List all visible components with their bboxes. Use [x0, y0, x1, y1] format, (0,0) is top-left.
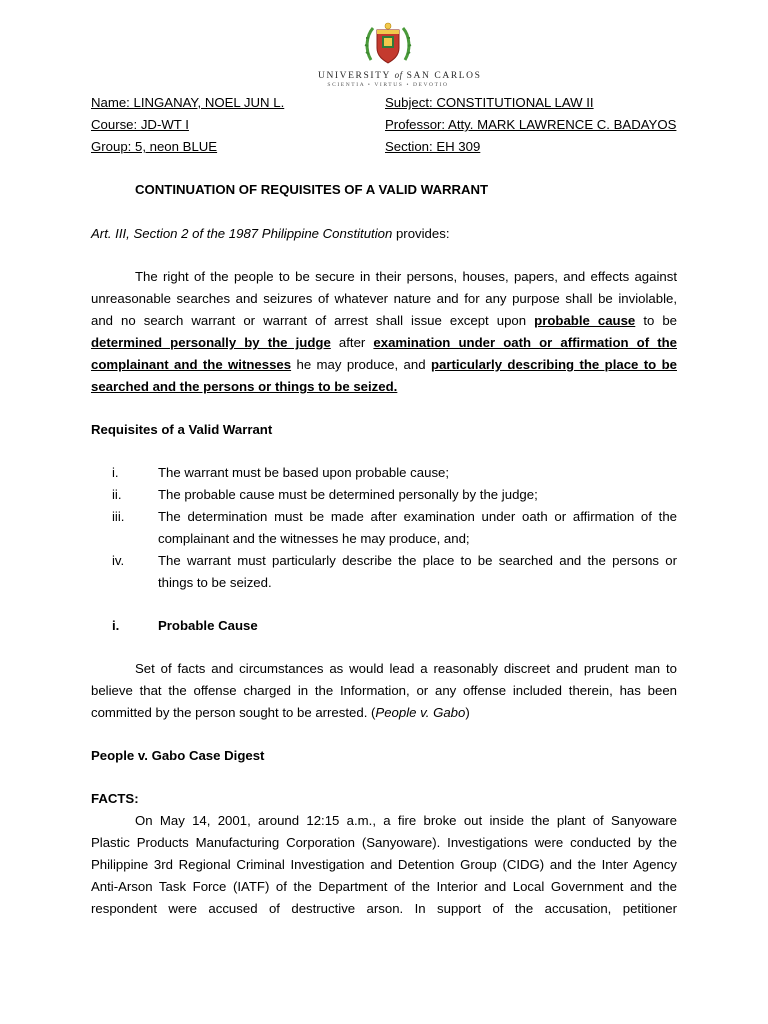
section-number: i. — [112, 618, 120, 633]
university-name: UNIVERSITY of SAN CARLOS — [318, 70, 482, 81]
facts-line: respondent were accused of destructive arson. In support of the accusation, petitioner — [91, 901, 677, 916]
requisites-heading: Requisites of a Valid Warrant — [91, 422, 273, 437]
intro-line: Art. III, Section 2 of the 1987 Philippine Constitution provides: — [91, 226, 450, 241]
section-title: Probable Cause — [158, 618, 258, 633]
definition-line-1: Set of facts and circumstances as would lead a reasonably discreet and prudent man to — [135, 661, 677, 676]
definition-line-2: believe that the offense charged in the Information, or any offense included therein, has been — [91, 683, 677, 698]
provision-line-4: determined personally by the judge after examination under oath or affirmation of the — [91, 335, 677, 350]
constitution-citation: Art. III, Section 2 of the 1987 Philippine Constitution — [91, 226, 393, 241]
provision-line-3: and no search warrant or warrant of arrest shall issue except upon probable cause to be — [91, 313, 678, 328]
facts-line: On May 14, 2001, around 12:15 a.m., a fire broke out inside the plant of Sanyoware — [135, 813, 677, 828]
list-item-continuation: things to be seized. — [158, 575, 272, 590]
definition-line-3: committed by the person sought to be arrested. (People v. Gabo) — [91, 705, 470, 720]
facts-line: Plastic Products Manufacturing Corporation (Sanyoware). Investigations were conducted by the — [91, 835, 677, 850]
group: Group: 5, neon BLUE — [91, 139, 218, 154]
facts-line: Anti-Arson Task Force (IATF) of the Department of the Interior and Local Government and the — [91, 879, 677, 894]
university-logo — [318, 20, 482, 88]
university-seal-icon — [363, 20, 413, 68]
digest-heading: People v. Gabo Case Digest — [91, 748, 265, 763]
list-number: ii. — [112, 487, 122, 502]
facts-line: Philippine 3rd Regional Criminal Investigation and Detention Group (CIDG) and the Inter Agency — [91, 857, 677, 872]
case-citation: People v. Gabo — [375, 705, 466, 720]
course: Course: JD-WT I — [91, 117, 189, 132]
list-item: The warrant must particularly describe the place to be searched and the persons or — [158, 553, 677, 568]
list-number: i. — [112, 465, 119, 480]
university-motto: SCIENTIA • VIRTUS • DEVOTIO — [327, 82, 449, 88]
subject: Subject: CONSTITUTIONAL LAW II — [385, 95, 594, 110]
facts-label: FACTS: — [91, 791, 139, 806]
list-item-continuation: complainant and the witnesses he may produce, and; — [158, 531, 470, 546]
probable-cause-emphasis: probable cause — [534, 313, 636, 328]
provision-line-5: complainant and the witnesses he may produce, and particularly describing the place to be — [91, 357, 677, 372]
provision-line-6: searched and the persons or things to be seized. — [91, 379, 398, 394]
professor: Professor: Atty. MARK LAWRENCE C. BADAYOS — [385, 117, 677, 132]
list-number: iii. — [112, 509, 125, 524]
provision-line-1: The right of the people to be secure in their persons, houses, papers, and effects against — [135, 269, 677, 284]
list-item: The warrant must be based upon probable cause; — [158, 465, 450, 480]
list-number: iv. — [112, 553, 125, 568]
student-name: Name: LINGANAY, NOEL JUN L. — [91, 95, 285, 110]
list-item: The probable cause must be determined personally by the judge; — [158, 487, 538, 502]
list-item: The determination must be made after examination under oath or affirmation of the — [158, 509, 677, 524]
document-title: CONTINUATION OF REQUISITES OF A VALID WARRANT — [135, 182, 489, 197]
section: Section: EH 309 — [385, 139, 481, 154]
provision-line-2: unreasonable searches and seizures of whatever nature and for any purpose shall be inviolable, — [91, 291, 677, 306]
